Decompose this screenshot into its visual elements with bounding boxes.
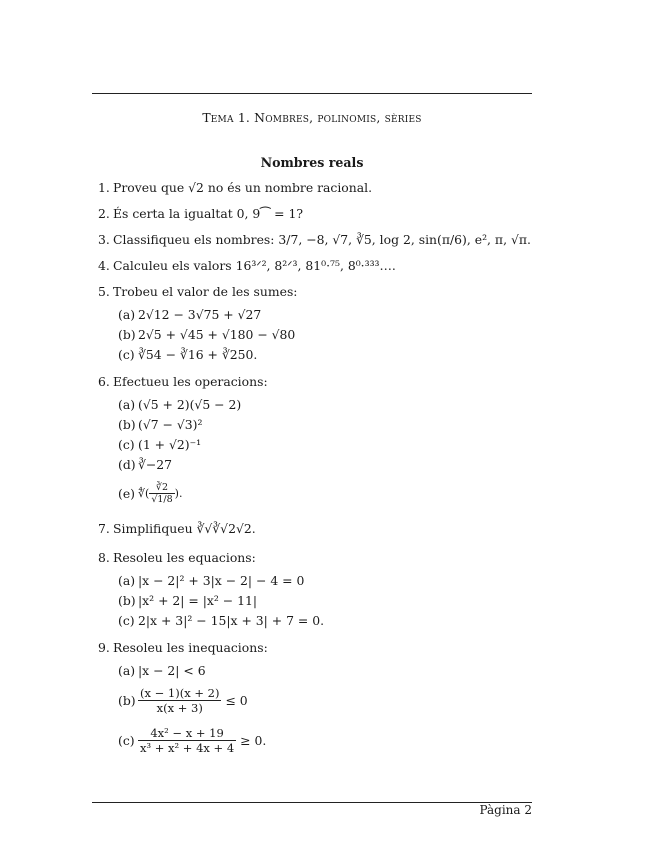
problem-5: [98, 278, 528, 304]
subproblem: [118, 590, 528, 610]
problem-text: Efectueu les operacions:: [113, 373, 268, 389]
subproblem-expression: 2√5 + √45 + √180 − √80: [138, 326, 296, 342]
inequality-relation: ≥ 0.: [240, 732, 267, 748]
problem-number: 8.: [98, 549, 110, 565]
problem-number: 1.: [98, 179, 110, 195]
fraction-numerator: (x − 1)(x + 2): [140, 685, 220, 700]
problem-text: És certa la igualtat 0, 9⁀ = 1?: [113, 205, 304, 221]
subproblem: [118, 720, 528, 760]
fraction: [138, 686, 221, 715]
problem-number: 2.: [98, 205, 110, 221]
subproblem: [118, 660, 528, 680]
subproblem-expression: [138, 482, 182, 505]
subproblem-letter: (e): [118, 485, 136, 501]
subproblem: [118, 474, 528, 512]
subproblem: [118, 324, 528, 344]
fraction-denominator: √1/8: [151, 493, 173, 505]
subproblem-expression: (√7 − √3)²: [138, 416, 203, 432]
header-rule: [92, 93, 532, 94]
subproblem-letter: (a): [118, 662, 136, 678]
subproblem-expression: (√5 + 2)(√5 − 2): [138, 396, 242, 412]
radical-close: ).: [174, 486, 183, 500]
fraction-numerator: 4x² − x + 19: [138, 726, 236, 741]
subproblem: [118, 414, 528, 434]
fraction-numerator: ∛2: [149, 482, 174, 494]
subproblem-expression: |x − 2|² + 3|x − 2| − 4 = 0: [138, 572, 305, 588]
subproblem: [118, 610, 528, 630]
subproblem: [118, 344, 528, 364]
subproblem-expression: ∛−27: [138, 456, 173, 472]
problem-6: [98, 368, 528, 394]
subproblem-expression: |x − 2| < 6: [138, 662, 206, 678]
subproblem-letter: (b): [118, 692, 136, 708]
subproblem-letter: (a): [118, 396, 136, 412]
fraction-denominator: x(x + 3): [156, 700, 203, 715]
problem-number: 9.: [98, 639, 110, 655]
subproblem: [118, 394, 528, 414]
subproblem-expression: 2|x + 3|² − 15|x + 3| + 7 = 0.: [138, 612, 325, 628]
fraction-denominator: x³ + x² + 4x + 4: [140, 740, 235, 755]
section-title: Nombres reals: [260, 155, 364, 170]
fraction: [149, 482, 174, 505]
subproblem: [118, 304, 528, 324]
subproblem-letter: (c): [118, 346, 135, 362]
problem-number: 5.: [98, 283, 110, 299]
problem-number: 3.: [98, 231, 110, 247]
inequality-relation: ≤ 0: [225, 692, 248, 708]
problem-9: [98, 634, 528, 660]
problem-text: Classifiqueu els nombres: 3/7, −8, √7, ∛5, log 2, sin(π/6), e², π, √π.: [113, 231, 531, 247]
subproblem-expression: |x² + 2| = |x² − 11|: [138, 592, 258, 608]
problem-number: 4.: [98, 257, 110, 273]
subproblem-letter: (b): [118, 416, 136, 432]
problem-text: Simplifiqueu ∛√∛√2√2.: [113, 520, 256, 536]
subproblem: [118, 454, 528, 474]
problem-number: 7.: [98, 520, 110, 536]
subproblem-expression: ∛54 − ∛16 + ∛250.: [138, 346, 258, 362]
subproblem: [118, 434, 528, 454]
subproblem-letter: (c): [118, 436, 135, 452]
problem-text: Calculeu els valors 16³ᐟ², 8²ᐟ³, 81⁰·⁷⁵, 8⁰·³³³….: [113, 257, 396, 273]
problem-list: [98, 174, 531, 760]
problem-text: Resoleu les equacions:: [113, 549, 256, 565]
problem-1: [98, 174, 528, 200]
problem-number: 6.: [98, 373, 110, 389]
page-header: Tema 1. Nombres, polinomis, sèries: [202, 110, 422, 125]
subproblem-letter: (b): [118, 326, 136, 342]
problem-3: [98, 226, 531, 252]
problem-text: Trobeu el valor de les sumes:: [113, 283, 298, 299]
fraction: [138, 726, 236, 755]
subproblem-expression: 2√12 − 3√75 + √27: [138, 306, 262, 322]
radical-open: ∜(: [138, 486, 150, 500]
subproblem-letter: (a): [118, 306, 136, 322]
subproblem: [118, 570, 528, 590]
problem-text: Resoleu les inequacions:: [113, 639, 268, 655]
subproblem-letter: (b): [118, 592, 136, 608]
subproblem-letter: (a): [118, 572, 136, 588]
problem-7: [98, 512, 528, 544]
subproblem-expression: (1 + √2)⁻¹: [138, 436, 202, 452]
subproblem: [118, 680, 528, 720]
subproblem-letter: (c): [118, 612, 135, 628]
problem-text: Proveu que √2 no és un nombre racional.: [113, 179, 373, 195]
subproblem-letter: (c): [118, 732, 135, 748]
subproblem-letter: (d): [118, 456, 136, 472]
problem-4: [98, 252, 528, 278]
problem-2: [98, 200, 528, 226]
page-number: Pàgina 2: [479, 803, 532, 817]
problem-8: [98, 544, 528, 570]
